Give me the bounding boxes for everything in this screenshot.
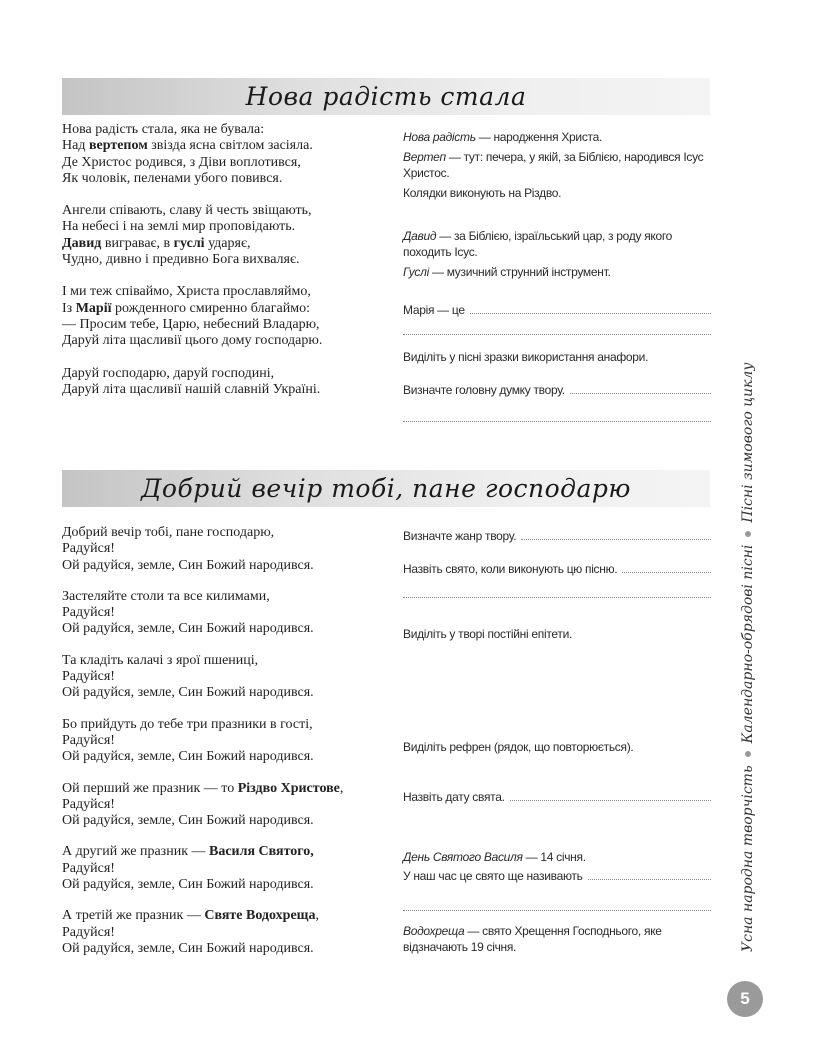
lyric-text: Даруй господарю, даруй господині, bbox=[62, 365, 275, 381]
lyric-line bbox=[62, 382, 392, 398]
lyric-text: І ми теж співаймо, Христа прославляймо, bbox=[62, 284, 311, 300]
lyric-text: Та кладіть калачі з ярої пшениці, bbox=[62, 652, 259, 668]
lyric-line bbox=[62, 717, 392, 733]
lyric-line bbox=[62, 525, 392, 541]
stanza bbox=[62, 366, 392, 399]
stanza bbox=[62, 284, 392, 349]
answer-line[interactable] bbox=[403, 597, 711, 598]
lyric-line bbox=[62, 219, 392, 235]
lyric-line bbox=[62, 925, 392, 941]
lyric-line bbox=[62, 155, 392, 171]
lyric-text: Над bbox=[62, 138, 89, 154]
lyric-line bbox=[62, 861, 392, 877]
lyric-line bbox=[62, 558, 392, 574]
lyric-text: Ой радуйся, земле, Син Божий народився. bbox=[62, 940, 314, 956]
lyric-line bbox=[62, 541, 392, 557]
question-main-idea bbox=[403, 382, 711, 398]
question-date bbox=[403, 789, 711, 805]
lyric-text: Радуйся! bbox=[62, 541, 115, 557]
lyric-text: рожденного смиренно благаймо: bbox=[111, 300, 310, 316]
lyric-line bbox=[62, 203, 392, 219]
note bbox=[403, 923, 673, 955]
lyric-text: Добрий вечір тобі, пане господарю, bbox=[62, 525, 275, 540]
answer-line[interactable] bbox=[570, 383, 711, 394]
stanza bbox=[62, 653, 392, 702]
running-head bbox=[736, 362, 760, 952]
lyric-line bbox=[62, 781, 392, 797]
lyric-line bbox=[62, 333, 392, 349]
lyric-text: Ангели співають, славу й честь звіщають, bbox=[62, 203, 312, 219]
lyric-line bbox=[62, 621, 392, 637]
stanza bbox=[62, 908, 392, 957]
lyric-text: Радуйся! bbox=[62, 924, 115, 940]
stanza bbox=[62, 781, 392, 830]
stanza bbox=[62, 203, 392, 268]
lyric-line bbox=[62, 813, 392, 829]
lyric-text: Застеляйте столи та все килимами, bbox=[62, 588, 270, 604]
bullet-icon bbox=[745, 531, 751, 537]
note-text: — тут: печера, у якій, за Біблією, народився Ісус Христос. bbox=[403, 150, 704, 180]
note-text: — 14 січня. bbox=[522, 850, 586, 864]
lyric-text: Ой радуйся, земле, Син Божий народився. bbox=[62, 685, 314, 701]
lyric-line bbox=[62, 941, 392, 957]
lyric-text: звізда ясна світлом засіяла. bbox=[147, 138, 313, 154]
note bbox=[403, 185, 711, 201]
question-text: Виділіть рефрен (рядок, що повторюється). bbox=[403, 740, 634, 754]
lyric-text: Ой радуйся, земле, Син Божий народився. bbox=[62, 749, 314, 765]
note-term: Нова радість bbox=[403, 130, 476, 144]
lyric-line bbox=[62, 844, 392, 860]
lyric-line bbox=[62, 669, 392, 685]
stanza bbox=[62, 717, 392, 766]
highlighted-word: вертепом bbox=[88, 138, 148, 154]
song-lyrics bbox=[62, 525, 392, 972]
lyric-text: Ой радуйся, земле, Син Божий народився. bbox=[62, 877, 314, 893]
question-text: Назвіть дату свята. bbox=[403, 790, 505, 804]
song-title: Добрий вечір тобі, пане господарю bbox=[141, 474, 631, 503]
lyric-text: Даруй літа щасливії цього дому господарю. bbox=[62, 333, 323, 349]
lyric-text: Ой радуйся, земле, Син Божий народився. bbox=[62, 813, 314, 829]
note-text: — музичний струнний інструмент. bbox=[428, 265, 611, 279]
note bbox=[403, 264, 711, 280]
running-head-part: Усна народна творчість bbox=[740, 765, 756, 952]
lyric-line bbox=[62, 797, 392, 813]
lyric-line bbox=[62, 653, 392, 669]
note bbox=[403, 149, 711, 181]
note bbox=[403, 129, 711, 145]
question-genre bbox=[403, 528, 711, 544]
lyric-line bbox=[62, 908, 392, 924]
lyric-line bbox=[62, 589, 392, 605]
question-epithets bbox=[403, 626, 711, 642]
lyric-line bbox=[62, 317, 392, 333]
answer-line[interactable] bbox=[510, 790, 711, 801]
lyric-text: Радуйся! bbox=[62, 796, 115, 812]
lyric-text: Ой радуйся, земле, Син Божий народився. bbox=[62, 557, 314, 573]
stanza bbox=[62, 525, 392, 574]
question-text: Марія — це bbox=[403, 303, 465, 317]
question-text: Виділіть у творі постійні епітети. bbox=[403, 627, 573, 641]
lyric-line bbox=[62, 366, 392, 382]
stanza bbox=[62, 844, 392, 893]
lyric-text: Радуйся! bbox=[62, 669, 115, 685]
section-header-band bbox=[62, 78, 710, 115]
stanza bbox=[62, 589, 392, 638]
note bbox=[403, 228, 711, 260]
answer-line[interactable] bbox=[470, 303, 711, 314]
highlighted-word: гуслі bbox=[173, 235, 205, 251]
lyric-text: Ой перший же празник — то bbox=[62, 780, 238, 796]
lyric-line bbox=[62, 138, 392, 154]
note-text: — свято Хрещення Господнього, яке відзначають 19 січня. bbox=[403, 924, 662, 954]
note-term: Вертеп bbox=[403, 150, 446, 164]
answer-line[interactable] bbox=[622, 562, 711, 573]
note-text: Колядки виконують на Різдво. bbox=[403, 186, 562, 200]
lyric-line bbox=[62, 749, 392, 765]
question-refrain bbox=[403, 739, 711, 755]
page-number: 5 bbox=[727, 981, 763, 1017]
note-text: — за Біблією, ізраїльський цар, з роду якого походить Ісус. bbox=[403, 229, 673, 259]
lyric-text: На небесі і на землі мир проповідають. bbox=[62, 219, 296, 235]
lyric-text: Радуйся! bbox=[62, 605, 115, 621]
lyric-line bbox=[62, 605, 392, 621]
highlighted-word: Святе Водохреща bbox=[204, 908, 316, 924]
lyric-text: ударяє, bbox=[204, 235, 251, 251]
lyric-text: А другий же празник — bbox=[62, 844, 209, 860]
lyric-text: Нова радість стала, яка не бувала: bbox=[62, 122, 265, 137]
note-term: Гуслі bbox=[403, 265, 429, 279]
question-other-name bbox=[403, 868, 711, 884]
note-term: Водохреща bbox=[403, 924, 465, 938]
bullet-icon bbox=[745, 751, 751, 757]
lyric-line bbox=[62, 122, 392, 138]
lyric-text: — Просим тебе, Царю, небесний Владарю, bbox=[62, 316, 320, 332]
lyric-text: , bbox=[315, 908, 319, 924]
lyric-line bbox=[62, 236, 392, 252]
question-text: У наш час це свято ще називають bbox=[403, 869, 583, 883]
highlighted-word: Марії bbox=[75, 300, 112, 316]
song-lyrics bbox=[62, 122, 392, 414]
note bbox=[403, 849, 711, 865]
lyric-line bbox=[62, 301, 392, 317]
lyric-text: Радуйся! bbox=[62, 732, 115, 748]
question-maria bbox=[403, 302, 711, 318]
lyric-text: Ой радуйся, земле, Син Божий народився. bbox=[62, 621, 314, 637]
lyric-text: Радуйся! bbox=[62, 860, 115, 876]
lyric-line bbox=[62, 171, 392, 187]
question-text: Назвіть свято, коли виконують цю пісню. bbox=[403, 562, 618, 576]
note-term: День Святого Василя bbox=[403, 850, 523, 864]
lyric-text: Із bbox=[62, 300, 76, 316]
lyric-line bbox=[62, 733, 392, 749]
note-text: — народження Христа. bbox=[475, 130, 602, 144]
lyric-text: Як чоловік, пеленами убого повився. bbox=[62, 170, 283, 186]
question-text: Визначте головну думку твору. bbox=[403, 383, 565, 397]
lyric-line bbox=[62, 877, 392, 893]
highlighted-word: Василя Святого, bbox=[209, 844, 314, 860]
answer-line[interactable] bbox=[588, 869, 711, 880]
answer-line[interactable] bbox=[403, 334, 711, 335]
lyric-line bbox=[62, 252, 392, 268]
lyric-line bbox=[62, 685, 392, 701]
question-anaphora bbox=[403, 349, 711, 365]
highlighted-word: Різдво Христове bbox=[237, 780, 340, 796]
lyric-text: Де Христос родився, з Діви воплотився, bbox=[62, 154, 301, 170]
lyric-text: Даруй літа щасливії нашій славній Україні. bbox=[62, 381, 321, 397]
question-holiday bbox=[403, 561, 711, 577]
question-text: Визначте жанр твору. bbox=[403, 529, 517, 543]
answer-line[interactable] bbox=[521, 529, 711, 540]
stanza bbox=[62, 122, 392, 187]
section-header-band bbox=[62, 470, 710, 507]
question-text: Виділіть у пісні зразки використання анафори. bbox=[403, 350, 649, 364]
lyric-text: А третій же празник — bbox=[62, 908, 205, 924]
lyric-text: Чудно, дивно і предивно Бога вихваляє. bbox=[62, 252, 300, 268]
note-term: Давид bbox=[403, 229, 437, 243]
lyric-line bbox=[62, 284, 392, 300]
answer-line[interactable] bbox=[403, 421, 711, 422]
song-title: Нова радість стала bbox=[245, 82, 527, 111]
running-head-part: Календарно-обрядові пісні bbox=[740, 544, 756, 744]
lyric-text: виграває, в bbox=[101, 235, 174, 251]
lyric-text: , bbox=[339, 780, 344, 796]
running-head-part: Пісні зимового циклу bbox=[740, 362, 756, 523]
highlighted-word: Давид bbox=[62, 235, 102, 251]
answer-line[interactable] bbox=[403, 910, 711, 911]
lyric-text: Бо прийдуть до тебе три празники в гості, bbox=[62, 716, 313, 732]
